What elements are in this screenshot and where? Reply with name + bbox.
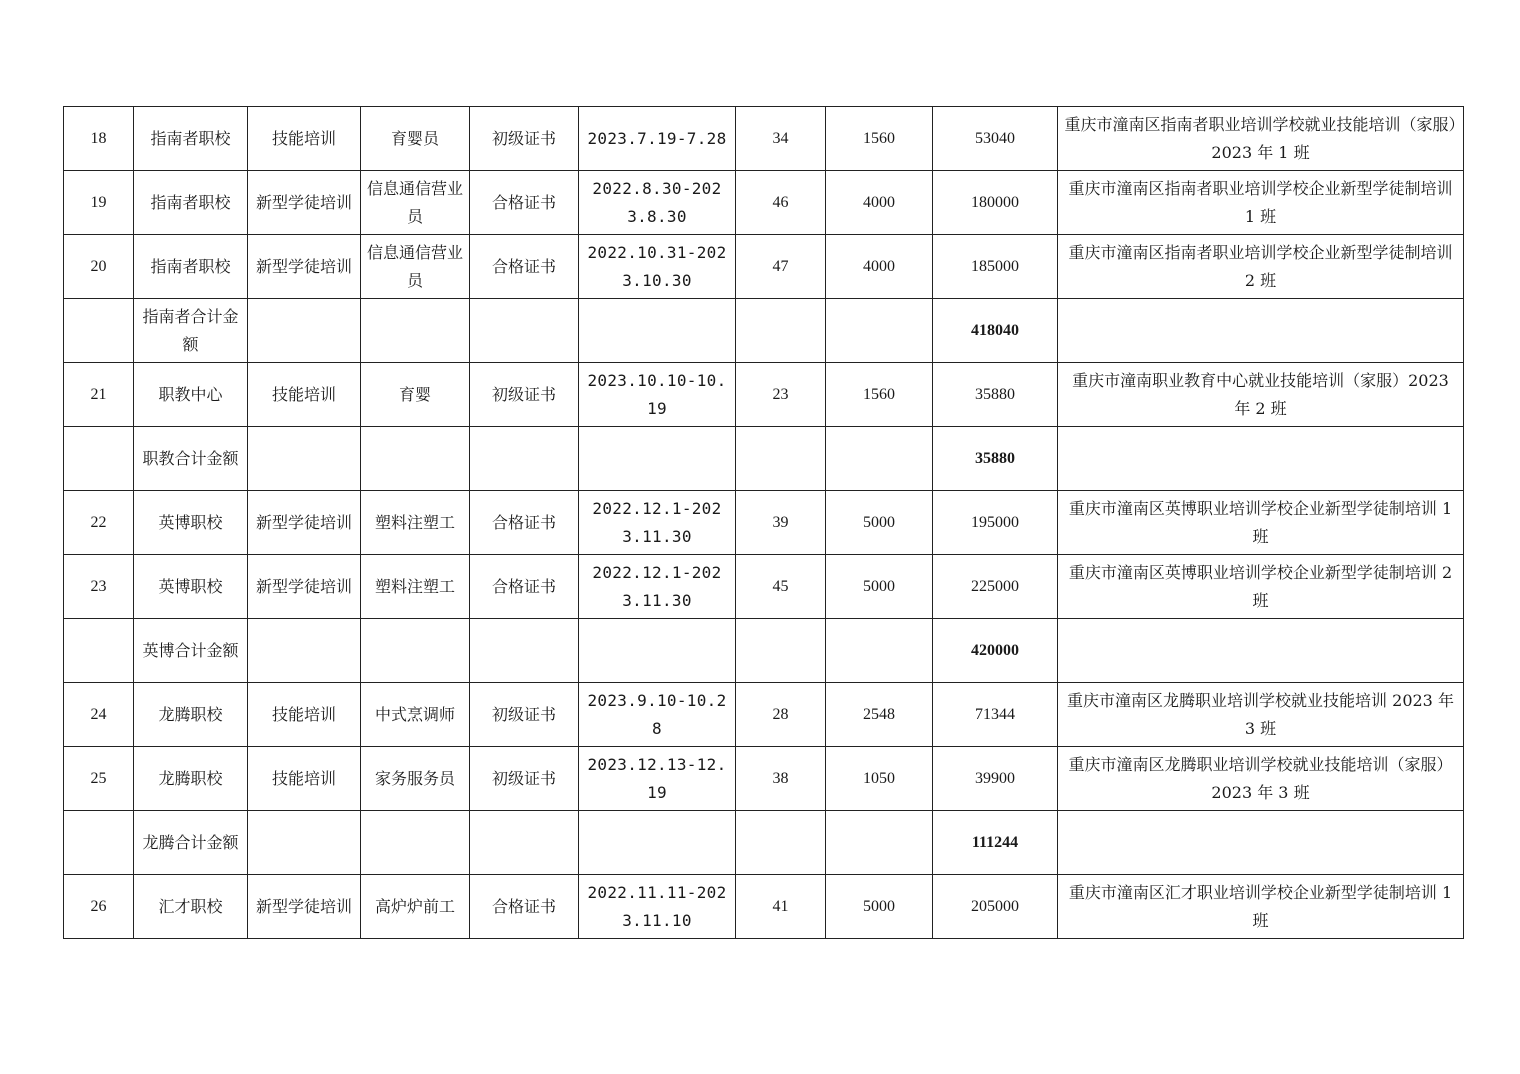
cell-standard: 4000 [826, 235, 933, 299]
cell-training-type: 新型学徒培训 [248, 171, 361, 235]
cell-standard: 5000 [826, 875, 933, 939]
cell-people: 45 [736, 555, 826, 619]
cell-certificate: 合格证书 [470, 555, 579, 619]
cell-people: 34 [736, 107, 826, 171]
cell-school: 指南者职校 [134, 171, 248, 235]
cell-class-name: 重庆市潼南区指南者职业培训学校就业技能培训（家服）2023 年 1 班 [1058, 107, 1464, 171]
cell-school: 龙腾职校 [134, 747, 248, 811]
cell-occupation: 信息通信营业员 [361, 235, 470, 299]
subtotal-row [64, 811, 1464, 875]
cell-training-type: 技能培训 [248, 107, 361, 171]
cell-class-name: 重庆市潼南区指南者职业培训学校企业新型学徒制培训 1 班 [1058, 171, 1464, 235]
cell-amount: 180000 [933, 171, 1058, 235]
cell-no: 24 [64, 683, 134, 747]
cell-school: 英博职校 [134, 555, 248, 619]
cell-empty [248, 811, 361, 875]
cell-no-empty [64, 427, 134, 491]
cell-period: 2023.7.19-7.28 [579, 107, 736, 171]
cell-empty [1058, 619, 1464, 683]
cell-no-empty [64, 811, 134, 875]
cell-subtotal-label: 职教合计金额 [134, 427, 248, 491]
cell-empty [361, 619, 470, 683]
cell-training-type: 技能培训 [248, 747, 361, 811]
cell-school: 指南者职校 [134, 235, 248, 299]
cell-subtotal-amount: 111244 [933, 811, 1058, 875]
cell-class-name: 重庆市潼南区龙腾职业培训学校就业技能培训（家服）2023 年 3 班 [1058, 747, 1464, 811]
cell-school: 指南者职校 [134, 107, 248, 171]
cell-empty [579, 619, 736, 683]
cell-subtotal-label: 龙腾合计金额 [134, 811, 248, 875]
cell-occupation: 信息通信营业员 [361, 171, 470, 235]
cell-empty [579, 427, 736, 491]
cell-standard: 5000 [826, 491, 933, 555]
cell-people: 38 [736, 747, 826, 811]
cell-amount: 205000 [933, 875, 1058, 939]
cell-no: 22 [64, 491, 134, 555]
cell-amount: 185000 [933, 235, 1058, 299]
cell-empty [736, 427, 826, 491]
cell-empty [736, 811, 826, 875]
cell-empty [248, 299, 361, 363]
cell-people: 41 [736, 875, 826, 939]
table-row [64, 683, 1464, 747]
cell-period: 2022.8.30-2023.8.30 [579, 171, 736, 235]
table-row [64, 555, 1464, 619]
cell-empty [1058, 811, 1464, 875]
cell-people: 39 [736, 491, 826, 555]
cell-occupation: 育婴 [361, 363, 470, 427]
cell-empty [361, 299, 470, 363]
cell-occupation: 育婴员 [361, 107, 470, 171]
cell-certificate: 初级证书 [470, 107, 579, 171]
cell-period: 2022.11.11-2023.11.10 [579, 875, 736, 939]
cell-people: 28 [736, 683, 826, 747]
cell-occupation: 高炉炉前工 [361, 875, 470, 939]
cell-people: 47 [736, 235, 826, 299]
table-row [64, 875, 1464, 939]
cell-amount: 195000 [933, 491, 1058, 555]
table-row [64, 171, 1464, 235]
cell-subtotal-label: 英博合计金额 [134, 619, 248, 683]
cell-class-name: 重庆市潼南区英博职业培训学校企业新型学徒制培训 2 班 [1058, 555, 1464, 619]
cell-subtotal-amount: 420000 [933, 619, 1058, 683]
cell-certificate: 合格证书 [470, 171, 579, 235]
cell-class-name: 重庆市潼南区指南者职业培训学校企业新型学徒制培训 2 班 [1058, 235, 1464, 299]
cell-amount: 71344 [933, 683, 1058, 747]
cell-period: 2022.12.1-2023.11.30 [579, 555, 736, 619]
cell-no: 25 [64, 747, 134, 811]
cell-class-name: 重庆市潼南区龙腾职业培训学校就业技能培训 2023 年 3 班 [1058, 683, 1464, 747]
cell-certificate: 初级证书 [470, 683, 579, 747]
cell-empty [736, 619, 826, 683]
cell-subtotal-amount: 418040 [933, 299, 1058, 363]
subtotal-row [64, 299, 1464, 363]
cell-empty [361, 427, 470, 491]
table-row [64, 235, 1464, 299]
cell-amount: 225000 [933, 555, 1058, 619]
cell-amount: 35880 [933, 363, 1058, 427]
cell-school: 龙腾职校 [134, 683, 248, 747]
cell-empty [579, 811, 736, 875]
cell-certificate: 合格证书 [470, 491, 579, 555]
cell-no: 19 [64, 171, 134, 235]
table-row [64, 747, 1464, 811]
cell-standard: 1560 [826, 363, 933, 427]
cell-amount: 39900 [933, 747, 1058, 811]
cell-training-type: 技能培训 [248, 363, 361, 427]
table-body [64, 107, 1464, 939]
cell-occupation: 家务服务员 [361, 747, 470, 811]
cell-no: 20 [64, 235, 134, 299]
table-row [64, 107, 1464, 171]
cell-standard: 2548 [826, 683, 933, 747]
cell-class-name: 重庆市潼南职业教育中心就业技能培训（家服）2023 年 2 班 [1058, 363, 1464, 427]
table-row [64, 363, 1464, 427]
cell-empty [826, 811, 933, 875]
cell-amount: 53040 [933, 107, 1058, 171]
cell-no-empty [64, 299, 134, 363]
cell-empty [579, 299, 736, 363]
cell-training-type: 新型学徒培训 [248, 555, 361, 619]
cell-subtotal-label: 指南者合计金额 [134, 299, 248, 363]
cell-period: 2023.9.10-10.28 [579, 683, 736, 747]
cell-empty [361, 811, 470, 875]
cell-occupation: 中式烹调师 [361, 683, 470, 747]
cell-training-type: 新型学徒培训 [248, 235, 361, 299]
cell-school: 职教中心 [134, 363, 248, 427]
cell-empty [1058, 299, 1464, 363]
cell-training-type: 新型学徒培训 [248, 875, 361, 939]
cell-people: 23 [736, 363, 826, 427]
cell-empty [1058, 427, 1464, 491]
cell-empty [470, 811, 579, 875]
cell-standard: 4000 [826, 171, 933, 235]
cell-certificate: 合格证书 [470, 235, 579, 299]
cell-occupation: 塑料注塑工 [361, 555, 470, 619]
cell-empty [248, 427, 361, 491]
cell-training-type: 新型学徒培训 [248, 491, 361, 555]
cell-empty [826, 299, 933, 363]
cell-empty [248, 619, 361, 683]
cell-empty [470, 619, 579, 683]
cell-class-name: 重庆市潼南区英博职业培训学校企业新型学徒制培训 1 班 [1058, 491, 1464, 555]
training-subsidy-table [63, 106, 1464, 939]
cell-certificate: 合格证书 [470, 875, 579, 939]
cell-certificate: 初级证书 [470, 363, 579, 427]
cell-empty [470, 299, 579, 363]
cell-occupation: 塑料注塑工 [361, 491, 470, 555]
cell-empty [470, 427, 579, 491]
cell-no: 18 [64, 107, 134, 171]
cell-no: 21 [64, 363, 134, 427]
cell-period: 2023.12.13-12.19 [579, 747, 736, 811]
cell-standard: 5000 [826, 555, 933, 619]
cell-period: 2023.10.10-10.19 [579, 363, 736, 427]
cell-school: 英博职校 [134, 491, 248, 555]
cell-school: 汇才职校 [134, 875, 248, 939]
subtotal-row [64, 427, 1464, 491]
cell-empty [826, 619, 933, 683]
cell-period: 2022.10.31-2023.10.30 [579, 235, 736, 299]
cell-standard: 1560 [826, 107, 933, 171]
subtotal-row [64, 619, 1464, 683]
cell-certificate: 初级证书 [470, 747, 579, 811]
cell-no: 26 [64, 875, 134, 939]
cell-empty [826, 427, 933, 491]
cell-no: 23 [64, 555, 134, 619]
cell-no-empty [64, 619, 134, 683]
cell-subtotal-amount: 35880 [933, 427, 1058, 491]
cell-empty [736, 299, 826, 363]
cell-people: 46 [736, 171, 826, 235]
cell-period: 2022.12.1-2023.11.30 [579, 491, 736, 555]
cell-standard: 1050 [826, 747, 933, 811]
cell-class-name: 重庆市潼南区汇才职业培训学校企业新型学徒制培训 1 班 [1058, 875, 1464, 939]
cell-training-type: 技能培训 [248, 683, 361, 747]
table-row [64, 491, 1464, 555]
